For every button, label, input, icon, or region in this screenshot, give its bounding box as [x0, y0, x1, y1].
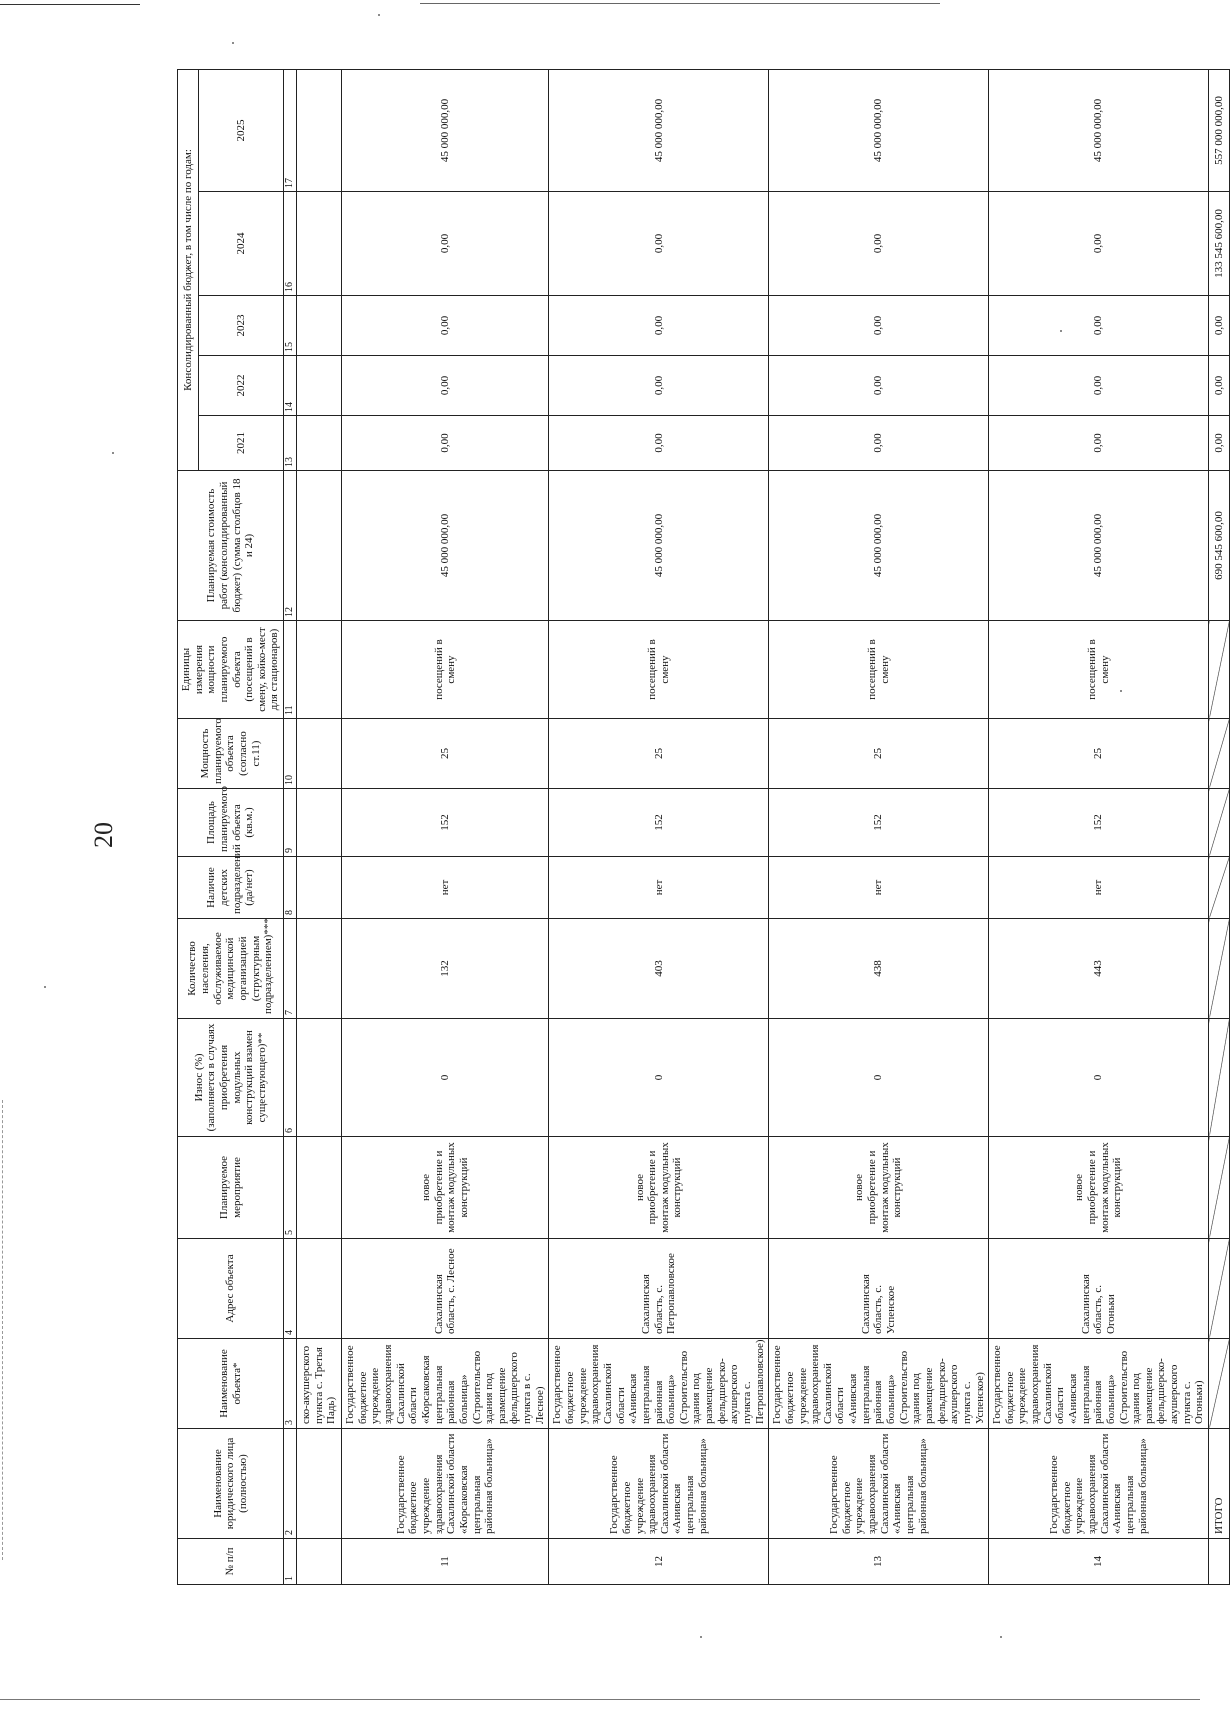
empty-diagonal-cell: [1209, 789, 1230, 857]
column-number: 7: [284, 919, 297, 1019]
row-measure: новое приобретение и монтаж модульных конструкций: [769, 1137, 989, 1239]
column-number: 17: [284, 69, 297, 191]
total-y2023: 0,00: [1209, 296, 1230, 356]
empty-diagonal-cell: [1209, 719, 1230, 789]
scan-speck: [44, 986, 46, 988]
row-y2022: 0,00: [549, 356, 769, 416]
page-number: 20: [89, 822, 118, 848]
row-legal-name: Государственное бюджетное учреждение здравоохранения Сахалинской области «Корсаковская центральная районная больница»: [342, 1429, 549, 1539]
row-units: посещений в смену: [769, 621, 989, 719]
continuation-text: ско-акушерского пункта с. Третья Падь): [297, 1339, 342, 1429]
header-capacity: Мощность планируемого объекта (согласно ст.11): [178, 719, 284, 789]
empty-diagonal-cell: [1209, 857, 1230, 919]
row-capacity: 25: [989, 719, 1209, 789]
empty-diagonal-cell: [1209, 919, 1230, 1019]
row-y2021: 0,00: [989, 416, 1209, 471]
row-y2021: 0,00: [769, 416, 989, 471]
header-units: Единицы измерения мощности планируемого объекта (посещений в смену, койко-мест для стационаров): [178, 621, 284, 719]
continuation-row: [297, 69, 342, 1584]
column-number: 13: [284, 416, 297, 471]
row-children: нет: [989, 857, 1209, 919]
row-area: 152: [769, 789, 989, 857]
header-year-2024: 2024: [199, 192, 284, 296]
row-area: 152: [989, 789, 1209, 857]
header-year-2025: 2025: [199, 69, 284, 191]
row-units: посещений в смену: [989, 621, 1209, 719]
row-wear: 0: [769, 1019, 989, 1137]
header-budget-group: Консолидированный бюджет, в том числе по годам:: [178, 69, 199, 470]
column-number: 14: [284, 356, 297, 416]
row-object-name: Государственное бюджетное учреждение здравоохранения Сахалинской области «Анивская центральная районная больница» (Строительство здания под размещение фельдшерско-акушерского пункта с. Петропавловское): [549, 1339, 769, 1429]
table-row: [549, 69, 769, 1584]
scan-speck: [232, 42, 234, 44]
row-y2024: 0,00: [989, 192, 1209, 296]
header-num: № п/п: [178, 1539, 284, 1585]
header-address: Адрес объекта: [178, 1239, 284, 1339]
total-row: [1209, 69, 1230, 1584]
investment-table: [177, 69, 1230, 1585]
column-number: 15: [284, 296, 297, 356]
row-object-name: Государственное бюджетное учреждение здравоохранения Сахалинской области «Анивская центральная районная больница» (Строительство здания под размещение фельдшерско-акушерского пункта с. Успенское): [769, 1339, 989, 1429]
row-population: 443: [989, 919, 1209, 1019]
row-area: 152: [549, 789, 769, 857]
total-cost: 690 545 600,00: [1209, 471, 1230, 621]
row-y2021: 0,00: [342, 416, 549, 471]
row-y2023: 0,00: [769, 296, 989, 356]
column-number: 10: [284, 719, 297, 789]
row-legal-name: Государственное бюджетное учреждение здравоохранения Сахалинской области «Анивская центральная районная больница»: [549, 1429, 769, 1539]
row-y2022: 0,00: [342, 356, 549, 416]
row-area: 152: [342, 789, 549, 857]
column-number: 12: [284, 471, 297, 621]
column-number: 5: [284, 1137, 297, 1239]
header-children: Наличие детских подразделений (да/нет): [178, 857, 284, 919]
row-y2023: 0,00: [989, 296, 1209, 356]
scan-speck: [112, 452, 114, 454]
scan-speck: [378, 14, 380, 16]
top-edge-rule: [0, 0, 1200, 8]
empty-diagonal-cell: [1209, 1137, 1230, 1239]
row-y2023: 0,00: [342, 296, 549, 356]
table-row: [769, 69, 989, 1584]
total-label: ИТОГО: [1209, 1429, 1230, 1539]
scan-speck: [700, 1636, 702, 1638]
row-cost: 45 000 000,00: [769, 471, 989, 621]
row-y2025: 45 000 000,00: [549, 69, 769, 191]
total-y2021: 0,00: [1209, 416, 1230, 471]
empty-diagonal-cell: [1209, 1239, 1230, 1339]
row-object-name: Государственное бюджетное учреждение здравоохранения Сахалинской области «Анивская центральная районная больница» (Строительство здания под размещение фельдшерско-акушерского пункта с. Огоньки): [989, 1339, 1209, 1429]
empty-diagonal-cell: [1209, 1339, 1230, 1429]
bottom-edge-rule: [0, 1699, 1200, 1700]
column-number: 8: [284, 857, 297, 919]
header-cost: Планируемая стоимость работ (консолидированный бюджет) (сумма столбцов 18 и 24): [178, 471, 284, 621]
row-population: 438: [769, 919, 989, 1019]
row-object-name: Государственное бюджетное учреждение здравоохранения Сахалинской области «Корсаковская центральная районная больница» (Строительство здания под размещение фельдшерского пункта в с. Лесное): [342, 1339, 549, 1429]
row-address: Сахалинская область, с. Петропавловское: [549, 1239, 769, 1339]
header-measure: Планируемое мероприятие: [178, 1137, 284, 1239]
scan-speck: [1060, 330, 1062, 332]
row-cost: 45 000 000,00: [549, 471, 769, 621]
row-num: 14: [989, 1539, 1209, 1585]
column-number: 3: [284, 1339, 297, 1429]
left-edge-mark: [2, 1100, 3, 1560]
row-y2023: 0,00: [549, 296, 769, 356]
row-measure: новое приобретение и монтаж модульных конструкций: [989, 1137, 1209, 1239]
header-year-2023: 2023: [199, 296, 284, 356]
column-number: 11: [284, 621, 297, 719]
header-row-1: [178, 69, 199, 1584]
row-measure: новое приобретение и монтаж модульных конструкций: [342, 1137, 549, 1239]
scan-speck: [1120, 690, 1122, 692]
total-y2024: 133 545 600,00: [1209, 192, 1230, 296]
column-number: 4: [284, 1239, 297, 1339]
row-num: 11: [342, 1539, 549, 1585]
row-y2025: 45 000 000,00: [989, 69, 1209, 191]
row-y2024: 0,00: [769, 192, 989, 296]
table-row: [989, 69, 1209, 1584]
row-y2024: 0,00: [342, 192, 549, 296]
header-object-name: Наименование объекта*: [178, 1339, 284, 1429]
row-capacity: 25: [549, 719, 769, 789]
table-row: [342, 69, 549, 1584]
empty-diagonal-cell: [1209, 1019, 1230, 1137]
row-y2021: 0,00: [549, 416, 769, 471]
header-year-2022: 2022: [199, 356, 284, 416]
row-address: Сахалинская область, с. Успенское: [769, 1239, 989, 1339]
row-y2025: 45 000 000,00: [769, 69, 989, 191]
row-legal-name: Государственное бюджетное учреждение здравоохранения Сахалинской области «Анивская центральная районная больница»: [769, 1429, 989, 1539]
row-address: Сахалинская область, с. Огоньки: [989, 1239, 1209, 1339]
column-number: 2: [284, 1429, 297, 1539]
row-address: Сахалинская область, с. Лесное: [342, 1239, 549, 1339]
row-y2025: 45 000 000,00: [342, 69, 549, 191]
header-year-2021: 2021: [199, 416, 284, 471]
row-measure: новое приобретение и монтаж модульных конструкций: [549, 1137, 769, 1239]
row-capacity: 25: [342, 719, 549, 789]
header-legal-name: Наименование юридического лица (полностью): [178, 1429, 284, 1539]
row-y2024: 0,00: [549, 192, 769, 296]
header-area: Площадь планируемого объекта (кв.м.): [178, 789, 284, 857]
header-population: Количество населения, обслуживаемое медицинской организацией (структурным подразделением)***: [178, 919, 284, 1019]
row-children: нет: [769, 857, 989, 919]
row-num: 13: [769, 1539, 989, 1585]
row-y2022: 0,00: [989, 356, 1209, 416]
column-number: 1: [284, 1539, 297, 1585]
row-capacity: 25: [769, 719, 989, 789]
row-cost: 45 000 000,00: [989, 471, 1209, 621]
row-units: посещений в смену: [549, 621, 769, 719]
column-number: 16: [284, 192, 297, 296]
empty-diagonal-cell: [1209, 621, 1230, 719]
row-legal-name: Государственное бюджетное учреждение здравоохранения Сахалинской области «Анивская центральная районная больница»: [989, 1429, 1209, 1539]
row-num: 12: [549, 1539, 769, 1585]
column-number: 6: [284, 1019, 297, 1137]
row-y2022: 0,00: [769, 356, 989, 416]
row-children: нет: [549, 857, 769, 919]
column-number: 9: [284, 789, 297, 857]
row-units: посещений в смену: [342, 621, 549, 719]
row-wear: 0: [989, 1019, 1209, 1137]
rotated-table-wrapper: [177, 70, 1225, 1585]
column-number-row: [284, 69, 297, 1584]
row-wear: 0: [549, 1019, 769, 1137]
row-children: нет: [342, 857, 549, 919]
total-y2025: 557 000 000,00: [1209, 69, 1230, 191]
row-cost: 45 000 000,00: [342, 471, 549, 621]
row-wear: 0: [342, 1019, 549, 1137]
header-wear: Износ (%) (заполняется в случаях приобретения модульных конструкций взамен существующего)**: [178, 1019, 284, 1137]
total-y2022: 0,00: [1209, 356, 1230, 416]
scan-speck: [1000, 1636, 1002, 1638]
row-population: 132: [342, 919, 549, 1019]
row-population: 403: [549, 919, 769, 1019]
